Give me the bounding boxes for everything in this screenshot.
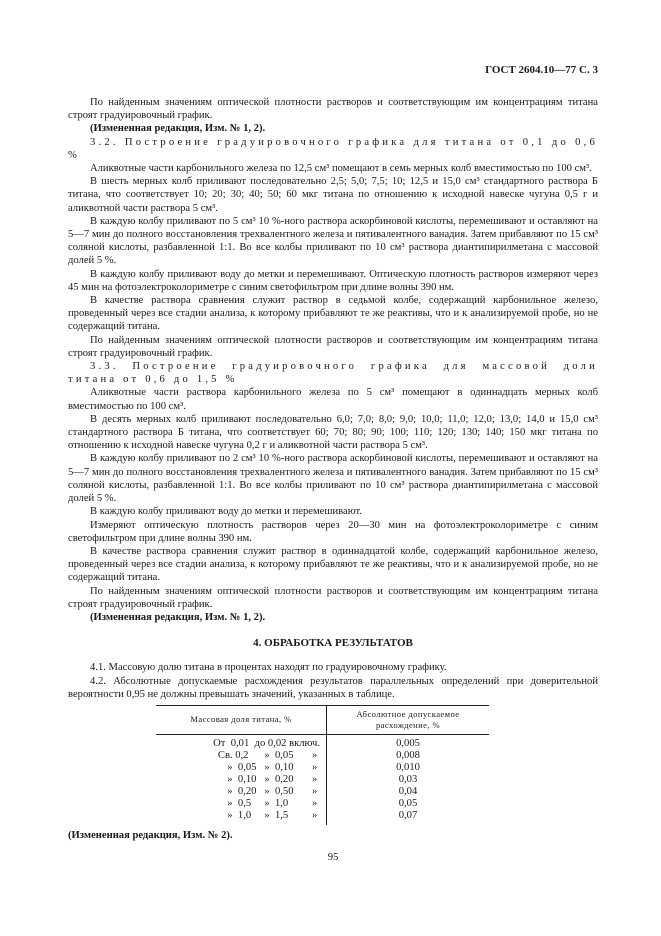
paragraph-4-1: 4.1. Массовую долю титана в процентах находят по градуировочному графику. — [90, 662, 447, 674]
paragraph: По найденным значениям оптической плотности растворов и соответствующим им концентрациям титана строят градуировочный график. — [68, 334, 598, 359]
table-header-mass-fraction: Массовая доля титана, % — [156, 705, 327, 734]
tolerance-value: 0,04 — [398, 785, 418, 797]
document-header: ГОСТ 2604.10—77 С. 3 — [485, 64, 598, 76]
paragraph: В десять мерных колб приливают последовательно 6,0; 7,0; 8,0; 9,0; 10,0; 11,0; 12,0; 13,0; 14,0 и 15,0 см³ стандартного раствора Б титана, что соответствует 60; 70; 80; 90; 100; 110; 120; 130; 140; 150 мкг титана по отношению к исходной навеске чугуна 0,2 г и аликвотной части раствора 5 см³. — [68, 413, 598, 452]
amendment-note: (Измененная редакция, Изм. № 1, 2). — [90, 123, 266, 135]
mass-fraction-range: От 0,01 до 0,02 включ. — [156, 734, 327, 750]
paragraph: В каждую колбу приливают по 2 см³ 10 %-ного раствора аскорбиновой кислоты, перемешивают и оставляют на 5—7 мин до полного восстановления трехвалентного железа и пятивалентного ванадия. Затем прибавляют по 15 см³ соляной кислоты, разбавленной 1:1. Во все колбы приливают по 10 см³ раствора диантипирилметана с массовой долей 5 %. — [68, 453, 598, 505]
document-body — [68, 96, 598, 842]
subsection-heading: 3.3. Построение градуировочного графика для массовой доли титана от 0,6 до 1,5 % — [68, 361, 598, 386]
paragraph: Аликвотные части карбонильного железа по 12,5 см³ помещают в семь мерных колб вместимостью по 100 см³. — [90, 163, 592, 175]
mass-fraction-range: » 0,20 » 0,50 » — [156, 786, 327, 798]
mass-fraction-range: Св. 0,2 » 0,05 » — [156, 750, 327, 762]
section3-text — [68, 96, 598, 624]
paragraph: В качестве раствора сравнения служит раствор в одиннадцатой колбе, содержащий карбонильное железо, проведенный через все стадии анализа, к которому прибавляют те же реактивы, что и к анализируемой пробе, но не содержащий титана. — [68, 545, 598, 584]
table-row — [156, 786, 489, 798]
table-body — [156, 734, 489, 825]
paragraph: В качестве раствора сравнения служит раствор в седьмой колбе, содержащий карбонильное железо, проведенный через все стадии анализа, к которому прибавляют те же реактивы, что и к анализируемой пробе, но не содержащий титана. — [68, 295, 598, 333]
table-row — [156, 750, 489, 762]
subsection-heading: 3.2. Построение градуировочного графика для титана от 0,1 до 0,6 % — [68, 136, 598, 161]
table-header-tolerance: Абсолютное допускаемое расхождение, % — [327, 705, 490, 734]
mass-fraction-range: » 0,10 » 0,20 » — [156, 774, 327, 786]
table-row — [156, 774, 489, 786]
tolerance-value: 0,008 — [396, 749, 420, 761]
mass-fraction-range: » 0,5 » 1,0 » — [156, 798, 327, 810]
paragraph: По найденным значениям оптической плотности растворов и соответствующим им концентрациям титана строят градуировочный график. — [68, 585, 598, 610]
paragraph: В каждую колбу приливают воду до метки и перемешивают. Оптическую плотность растворов измеряют через 45 мин на фотоэлектроколориметре с синим светофильтром при длине волны 390 нм. — [68, 268, 598, 293]
section-title: 4. ОБРАБОТКА РЕЗУЛЬТАТОВ — [253, 637, 413, 650]
amendment-note: (Измененная редакция, Изм. № 1, 2). — [90, 611, 266, 623]
tolerance-value: 0,05 — [398, 797, 418, 809]
closing-note: (Измененная редакция, Изм. № 2). — [68, 829, 233, 841]
paragraph: Измеряют оптическую плотность растворов через 20—30 мин на фотоэлектроколориметре с синим светофильтром при длине волны 390 нм. — [68, 519, 598, 544]
table-row — [156, 762, 489, 774]
paragraph: По найденным значениям оптической плотности растворов и соответствующим им концентрациям титана строят градуировочный график. — [68, 97, 598, 122]
table-row — [156, 734, 489, 750]
paragraph: В каждую колбу приливают воду до метки и перемешивают. — [90, 506, 362, 518]
paragraph: В шесть мерных колб приливают последовательно 2,5; 5,0; 7,5; 10; 12,5 и 15,0 см³ стандартного раствора Б титана, что соответствует 10; 20; 30; 40; 50; 60 мкг титана по отношению к исходной навеске чугуна 0,5 г и аликвотной части раствора 5 см³. — [68, 176, 598, 214]
table-row — [156, 798, 489, 810]
tolerance-value: 0,07 — [398, 809, 418, 821]
table-row — [156, 810, 489, 825]
paragraph: В каждую колбу приливают по 5 см³ 10 %-ного раствора аскорбиновой кислоты, перемешивают и оставляют на 5—7 мин до полного восстановления трехвалентного железа и пятивалентного ванадия. Затем прибавляют по 15 см³ соляной кислоты, разбавленной 1:1. Во все колбы приливают по 10 см³ раствора диантипирилметана с массовой долей 5 %. — [68, 215, 598, 267]
tolerance-table — [156, 705, 489, 825]
tolerance-value: 0,010 — [396, 761, 420, 773]
paragraph: Аликвотные части раствора карбонильного железа по 5 см³ помещают в одиннадцать мерных колб вместимостью по 100 см³. — [68, 387, 598, 412]
mass-fraction-range: » 0,05 » 0,10 » — [156, 762, 327, 774]
tolerance-value: 0,03 — [398, 773, 418, 785]
page-number: 95 — [327, 852, 339, 863]
paragraph-4-2: 4.2. Абсолютные допускаемые расхождения результатов параллельных определений при доверительной вероятности 0,95 не должны превышать значений, указанных в таблице. — [68, 675, 598, 700]
tolerance-value: 0,005 — [396, 737, 420, 749]
mass-fraction-range: » 1,0 » 1,5 » — [156, 810, 327, 825]
